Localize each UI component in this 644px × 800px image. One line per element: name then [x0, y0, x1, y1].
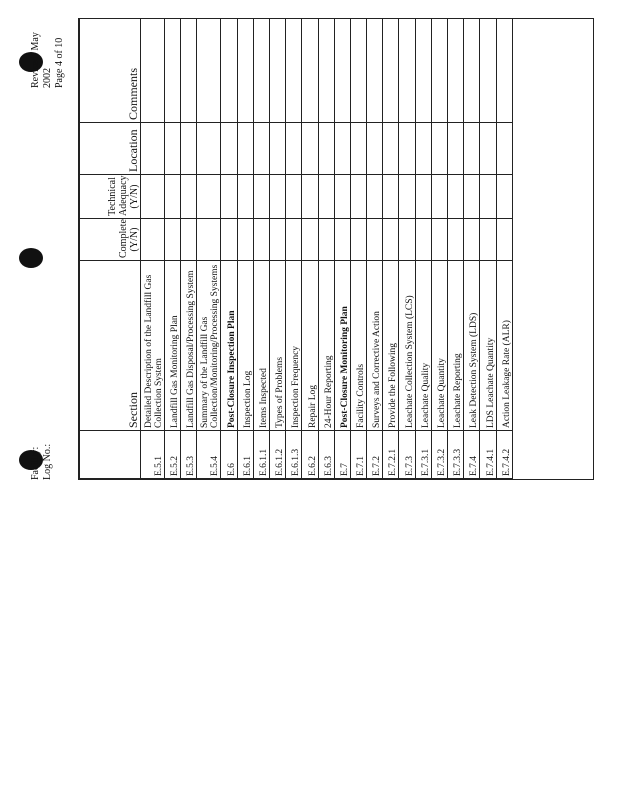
section-number: E.7.2: [367, 431, 383, 479]
complete-cell[interactable]: [269, 219, 285, 261]
section-description: 24-Hour Reporting: [318, 261, 334, 431]
section-number: E.7.1: [350, 431, 366, 479]
complete-cell[interactable]: [480, 219, 496, 261]
adequacy-cell[interactable]: [448, 175, 464, 219]
comments-cell[interactable]: [350, 19, 366, 123]
table-row: [399, 19, 415, 479]
location-cell[interactable]: [464, 123, 480, 175]
location-cell[interactable]: [480, 123, 496, 175]
section-number: E.6.1: [237, 431, 253, 479]
section-description: Summary of the Landfill Gas Collection/Monitoring/Processing Systems: [197, 261, 221, 431]
section-number: E.5.4: [197, 431, 221, 479]
comments-cell[interactable]: [181, 19, 197, 123]
section-description: Leachate Quality: [415, 261, 431, 431]
log-number-label: Log No.:: [42, 443, 53, 480]
comments-cell[interactable]: [367, 19, 383, 123]
table-row: [269, 19, 285, 479]
facility-label: Facility:: [30, 446, 41, 480]
section-number: E.7.3: [399, 431, 415, 479]
complete-cell[interactable]: [318, 219, 334, 261]
complete-cell[interactable]: [197, 219, 221, 261]
section-number: E.7.4.1: [480, 431, 496, 479]
table-row: [334, 19, 350, 479]
section-description: LDS Leachate Quantity: [480, 261, 496, 431]
location-cell[interactable]: [415, 123, 431, 175]
rotated-page: [30, 20, 590, 480]
complete-cell[interactable]: [399, 219, 415, 261]
adequacy-cell[interactable]: [302, 175, 318, 219]
comments-cell[interactable]: [415, 19, 431, 123]
adequacy-cell[interactable]: [334, 175, 350, 219]
section-description: Landfill Gas Disposal/Processing System: [181, 261, 197, 431]
location-cell[interactable]: [269, 123, 285, 175]
complete-cell[interactable]: [165, 219, 181, 261]
section-number: E.7.2.1: [383, 431, 399, 479]
location-cell[interactable]: [302, 123, 318, 175]
adequacy-cell[interactable]: [464, 175, 480, 219]
location-cell[interactable]: [237, 123, 253, 175]
complete-cell[interactable]: [367, 219, 383, 261]
section-description: Inspection Log: [237, 261, 253, 431]
location-cell[interactable]: [181, 123, 197, 175]
col-complete: Complete (Y/N): [80, 219, 141, 261]
comments-cell[interactable]: [383, 19, 399, 123]
complete-cell[interactable]: [383, 219, 399, 261]
section-description: Leachate Collection System (LCS): [399, 261, 415, 431]
table-row: [221, 19, 237, 479]
location-cell[interactable]: [334, 123, 350, 175]
section-description: Facility Controls: [350, 261, 366, 431]
section-description: Action Leakage Rate (ALR): [496, 261, 512, 431]
table-header-row: [80, 19, 141, 479]
comments-cell[interactable]: [318, 19, 334, 123]
section-number: E.7.4: [464, 431, 480, 479]
complete-cell[interactable]: [141, 219, 165, 261]
page-number: Page 4 of 10: [54, 37, 65, 88]
adequacy-cell[interactable]: [286, 175, 302, 219]
location-cell[interactable]: [383, 123, 399, 175]
location-cell[interactable]: [496, 123, 512, 175]
checklist-table-frame: [78, 18, 594, 480]
comments-cell[interactable]: [237, 19, 253, 123]
table-row: [141, 19, 165, 479]
table-row: [350, 19, 366, 479]
section-description: Leak Detection System (LDS): [464, 261, 480, 431]
section-description: Post-Closure Inspection Plan: [221, 261, 237, 431]
complete-cell[interactable]: [221, 219, 237, 261]
complete-cell[interactable]: [496, 219, 512, 261]
section-number: E.7: [334, 431, 350, 479]
complete-cell[interactable]: [181, 219, 197, 261]
adequacy-cell[interactable]: [221, 175, 237, 219]
section-number: E.6.1.2: [269, 431, 285, 479]
adequacy-cell[interactable]: [318, 175, 334, 219]
adequacy-cell[interactable]: [197, 175, 221, 219]
section-number: E.6.1.3: [286, 431, 302, 479]
table-row: [253, 19, 269, 479]
comments-cell[interactable]: [197, 19, 221, 123]
comments-cell[interactable]: [464, 19, 480, 123]
adequacy-cell[interactable]: [253, 175, 269, 219]
comments-cell[interactable]: [302, 19, 318, 123]
location-cell[interactable]: [141, 123, 165, 175]
table-row: [302, 19, 318, 479]
table-row: [181, 19, 197, 479]
comments-cell[interactable]: [399, 19, 415, 123]
comments-cell[interactable]: [448, 19, 464, 123]
location-cell[interactable]: [448, 123, 464, 175]
table-row: [197, 19, 221, 479]
comments-cell[interactable]: [431, 19, 447, 123]
adequacy-cell[interactable]: [367, 175, 383, 219]
section-number: E.7.3.3: [448, 431, 464, 479]
complete-cell[interactable]: [253, 219, 269, 261]
section-description: Landfill Gas Monitoring Plan: [165, 261, 181, 431]
complete-cell[interactable]: [448, 219, 464, 261]
table-row: [318, 19, 334, 479]
comments-cell[interactable]: [141, 19, 165, 123]
section-description: Types of Problems: [269, 261, 285, 431]
section-description: Provide the Following: [383, 261, 399, 431]
table-row: [165, 19, 181, 479]
complete-cell[interactable]: [431, 219, 447, 261]
comments-cell[interactable]: [496, 19, 512, 123]
col-section: [80, 431, 141, 479]
location-cell[interactable]: [253, 123, 269, 175]
adequacy-cell[interactable]: [399, 175, 415, 219]
adequacy-cell[interactable]: [480, 175, 496, 219]
section-number: E.6.1.1: [253, 431, 269, 479]
complete-cell[interactable]: [350, 219, 366, 261]
adequacy-cell[interactable]: [431, 175, 447, 219]
section-number: E.7.3.1: [415, 431, 431, 479]
header-left: [30, 444, 54, 480]
table-row: [431, 19, 447, 479]
location-cell[interactable]: [399, 123, 415, 175]
section-description: Repair Log: [302, 261, 318, 431]
table-row: [448, 19, 464, 479]
location-cell[interactable]: [350, 123, 366, 175]
comments-cell[interactable]: [221, 19, 237, 123]
location-cell[interactable]: [197, 123, 221, 175]
adequacy-cell[interactable]: [496, 175, 512, 219]
complete-cell[interactable]: [302, 219, 318, 261]
section-number: E.5.2: [165, 431, 181, 479]
section-number: E.5.1: [141, 431, 165, 479]
comments-cell[interactable]: [334, 19, 350, 123]
location-cell[interactable]: [431, 123, 447, 175]
section-number: E.6.2: [302, 431, 318, 479]
adequacy-cell[interactable]: [181, 175, 197, 219]
section-description: Inspection Frequency: [286, 261, 302, 431]
adequacy-cell[interactable]: [269, 175, 285, 219]
col-comments: Comments: [80, 19, 141, 123]
col-technical-adequacy: Technical Adequacy (Y/N): [80, 175, 141, 219]
section-description: Surveys and Corrective Action: [367, 261, 383, 431]
section-description: Items Inspected: [253, 261, 269, 431]
adequacy-cell[interactable]: [237, 175, 253, 219]
table-row: [383, 19, 399, 479]
location-cell[interactable]: [165, 123, 181, 175]
comments-cell[interactable]: [165, 19, 181, 123]
revision-date: Revised: May 2002: [30, 32, 53, 88]
section-description: Detailed Description of the Landfill Gas Collection System: [141, 261, 165, 431]
checklist-table: [79, 18, 513, 479]
section-number: E.5.3: [181, 431, 197, 479]
section-number: E.6.3: [318, 431, 334, 479]
location-cell[interactable]: [221, 123, 237, 175]
table-row: [415, 19, 431, 479]
table-row: [496, 19, 512, 479]
section-number: E.7.4.2: [496, 431, 512, 479]
section-description: Post-Closure Monitoring Plan: [334, 261, 350, 431]
header-right: [30, 20, 66, 88]
section-description: Leachate Reporting: [448, 261, 464, 431]
location-cell[interactable]: [318, 123, 334, 175]
comments-cell[interactable]: [480, 19, 496, 123]
complete-cell[interactable]: [237, 219, 253, 261]
comments-cell[interactable]: [286, 19, 302, 123]
section-description: Leachate Quantity: [431, 261, 447, 431]
comments-cell[interactable]: [253, 19, 269, 123]
adequacy-cell[interactable]: [165, 175, 181, 219]
table-row: [464, 19, 480, 479]
complete-cell[interactable]: [286, 219, 302, 261]
col-location: Location: [80, 123, 141, 175]
adequacy-cell[interactable]: [350, 175, 366, 219]
complete-cell[interactable]: [464, 219, 480, 261]
adequacy-cell[interactable]: [415, 175, 431, 219]
location-cell[interactable]: [367, 123, 383, 175]
table-row: [367, 19, 383, 479]
comments-cell[interactable]: [269, 19, 285, 123]
table-row: [480, 19, 496, 479]
adequacy-cell[interactable]: [383, 175, 399, 219]
section-number: E.7.3.2: [431, 431, 447, 479]
section-number: E.6: [221, 431, 237, 479]
location-cell[interactable]: [286, 123, 302, 175]
complete-cell[interactable]: [334, 219, 350, 261]
col-section-label: Section: [80, 261, 141, 431]
adequacy-cell[interactable]: [141, 175, 165, 219]
complete-cell[interactable]: [415, 219, 431, 261]
table-body: [141, 19, 513, 479]
table-row: [286, 19, 302, 479]
table-row: [237, 19, 253, 479]
